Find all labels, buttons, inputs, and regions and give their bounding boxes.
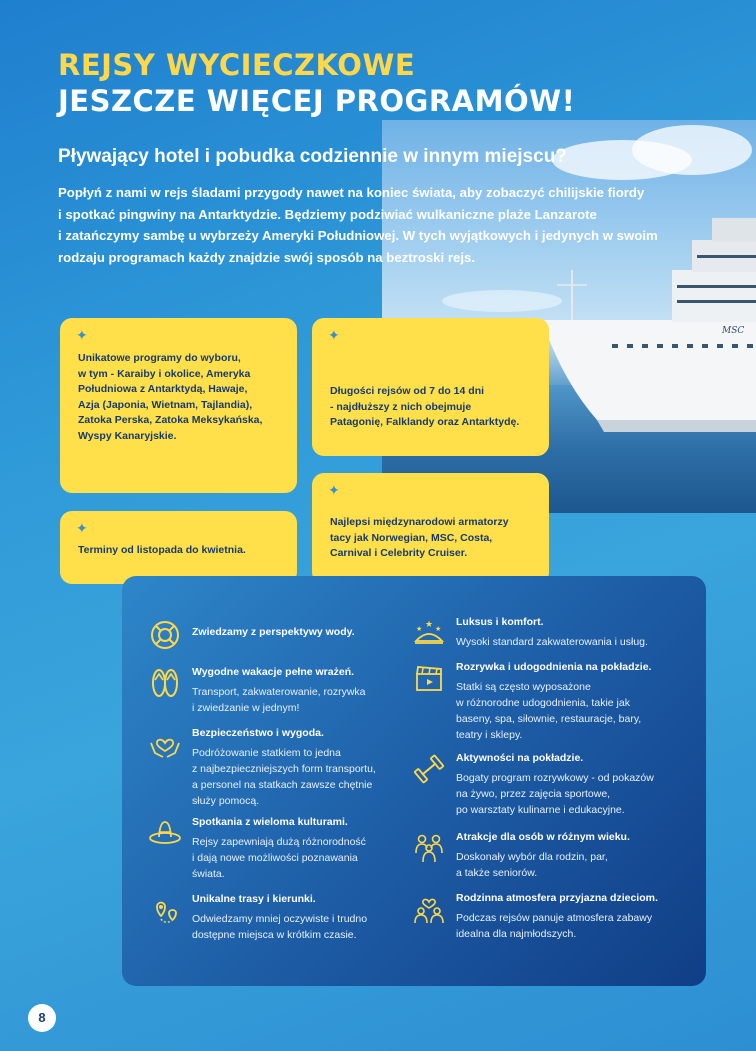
box-line: tacy jak Norwegian, MSC, Costa,: [330, 531, 493, 544]
box-line: Terminy od listopada do kwietnia.: [78, 544, 246, 556]
box-line: w tym - Karaiby i okolice, Ameryka: [78, 367, 251, 380]
intro-line: rodzaju programach każdy znajdzie swój sposób na beztroski rejs.: [58, 249, 475, 265]
feature-heading: Aktywności na pokładzie.: [456, 752, 584, 764]
feature-heading: Unikalne trasy i kierunki.: [192, 893, 316, 905]
feature-body-line: idealna dla najmłodszych.: [456, 928, 577, 940]
group-icon: [412, 831, 446, 865]
feature-body-line: a także seniorów.: [456, 867, 538, 879]
svg-text:★: ★: [416, 626, 423, 633]
intro-line: i zatańczymy sambę u wybrzeży Ameryki Południowej. W tych wyjątkowych i jedynych w swoim: [58, 228, 658, 243]
section-subtitle: Pływający hotel i pobudka codziennie w innym miejscu?: [58, 146, 567, 167]
feature-body-line: i dają nowe możliwości poznawania: [192, 852, 358, 864]
box-line: Zatoka Perska, Zatoka Meksykańska,: [78, 414, 263, 426]
info-box-duration: [312, 318, 549, 456]
box-line: Carnival i Celebrity Cruiser.: [330, 547, 468, 559]
feature-body-line: dostępne miejsca w krótkim czasie.: [192, 929, 357, 941]
clapperboard-icon: [412, 661, 446, 695]
feature-body-line: Rejsy zapewniają dużą różnorodność: [192, 836, 366, 848]
route-pin-icon: [148, 893, 182, 927]
info-box-dates: [60, 511, 297, 584]
feature-body: [456, 849, 608, 881]
family-heart-icon: [412, 892, 446, 926]
sparkle-icon: ✦: [328, 482, 340, 498]
info-box-operators: [312, 473, 549, 584]
feature-body-line: świata.: [192, 868, 225, 880]
feature-body: [456, 679, 641, 743]
box-line: - najdłuższy z nich obejmuje: [330, 400, 472, 413]
feature-body: [456, 634, 648, 650]
box-line: Patagonię, Falklandy oraz Antarktydę.: [330, 416, 520, 428]
feature-body-line: Wysoki standard zakwaterowania i usług.: [456, 636, 648, 648]
box-line: Azja (Japonia, Wietnam, Tajlandia),: [78, 398, 253, 411]
box-line: Najlepsi międzynarodowi armatorzy: [330, 516, 509, 528]
feature-heading: Luksus i komfort.: [456, 616, 544, 628]
box-line: Długości rejsów od 7 do 14 dni: [330, 385, 485, 397]
feature-body-line: z najbezpieczniejszych form transportu,: [192, 763, 376, 775]
feature-body-line: baseny, spa, siłownie, restauracje, bary,: [456, 713, 642, 725]
box-line: Unikatowe programy do wyboru,: [78, 352, 241, 364]
feature-heading: Rodzinna atmosfera przyjazna dzieciom.: [456, 892, 658, 904]
feature-body-line: i zwiedzanie w jednym!: [192, 702, 300, 714]
feature-body-line: a personel na statkach zawsze chętnie: [192, 779, 373, 791]
feature-body-line: Podróżowanie statkiem to jedna: [192, 747, 341, 759]
feature-body-line: Statki są często wyposażone: [456, 681, 591, 693]
crown-stars-icon: [412, 615, 446, 649]
heart-hands-icon: [148, 727, 182, 761]
feature-body: [192, 834, 366, 882]
intro-line: Popłyń z nami w rejs śladami przygody nawet na koniec świata, aby zobaczyć chilijskie fiordy: [58, 185, 645, 200]
feature-heading: Atrakcje dla osób w różnym wieku.: [456, 831, 630, 843]
feature-body: [192, 911, 367, 943]
feature-heading: Spotkania z wieloma kulturami.: [192, 816, 348, 828]
feature-body-line: służy pomocą.: [192, 795, 260, 807]
svg-text:★: ★: [435, 626, 442, 633]
flip-flops-icon: [148, 666, 182, 700]
box-line: Południowa z Antarktydą, Hawaje,: [78, 383, 248, 395]
feature-body: [192, 745, 376, 809]
page-number: 8: [28, 1004, 56, 1032]
feature-body-line: Podczas rejsów panuje atmosfera zabawy: [456, 912, 653, 924]
feature-body-line: Doskonały wybór dla rodzin, par,: [456, 851, 608, 863]
lifebuoy-icon: [148, 618, 182, 652]
feature-body: [456, 770, 654, 818]
feature-body-line: Odwiedzamy mniej oczywiste i trudno: [192, 913, 368, 925]
feature-body-line: teatry i sklepy.: [456, 729, 523, 741]
info-box-programs: [60, 318, 297, 493]
feature-body-line: Transport, zakwaterowanie, rozrywka: [192, 686, 366, 698]
feature-heading: Rozrywka i udogodnienia na pokładzie.: [456, 661, 652, 673]
intro-line: i spotkać pingwiny na Antarktydzie. Będziemy podziwiać wulkaniczne plaże Lanzarote: [58, 206, 597, 222]
feature-body-line: Bogaty program rozrywkowy - od pokazów: [456, 772, 654, 784]
intro-paragraph: [58, 182, 708, 268]
feature-heading: Wygodne wakacje pełne wrażeń.: [192, 666, 355, 678]
feature-body-line: na żywo, przez zajęcia sportowe,: [456, 788, 611, 800]
sparkle-icon: ✦: [76, 520, 88, 536]
feature-heading: Zwiedzamy z perspektywy wody.: [192, 626, 355, 638]
feature-body-line: po warsztaty kulinarne i edukacyjne.: [456, 804, 625, 816]
sparkle-icon: ✦: [328, 327, 340, 343]
feature-body-line: w różnorodne udogodnienia, takie jak: [456, 697, 630, 709]
feature-body: [192, 684, 366, 716]
sparkle-icon: ✦: [76, 327, 88, 343]
box-line: Wyspy Kanaryjskie.: [78, 429, 177, 442]
dumbbell-icon: [412, 752, 446, 786]
ship-name-label: MSC: [722, 326, 745, 336]
title-line-1: REJSY WYCIECZKOWE: [58, 48, 416, 82]
feature-heading: Bezpieczeństwo i wygoda.: [192, 727, 324, 739]
sombrero-icon: [148, 816, 182, 850]
title-line-2: JESZCZE WIĘCEJ PROGRAMÓW!: [58, 84, 576, 118]
feature-body: [456, 910, 652, 942]
svg-text:★: ★: [425, 619, 434, 629]
